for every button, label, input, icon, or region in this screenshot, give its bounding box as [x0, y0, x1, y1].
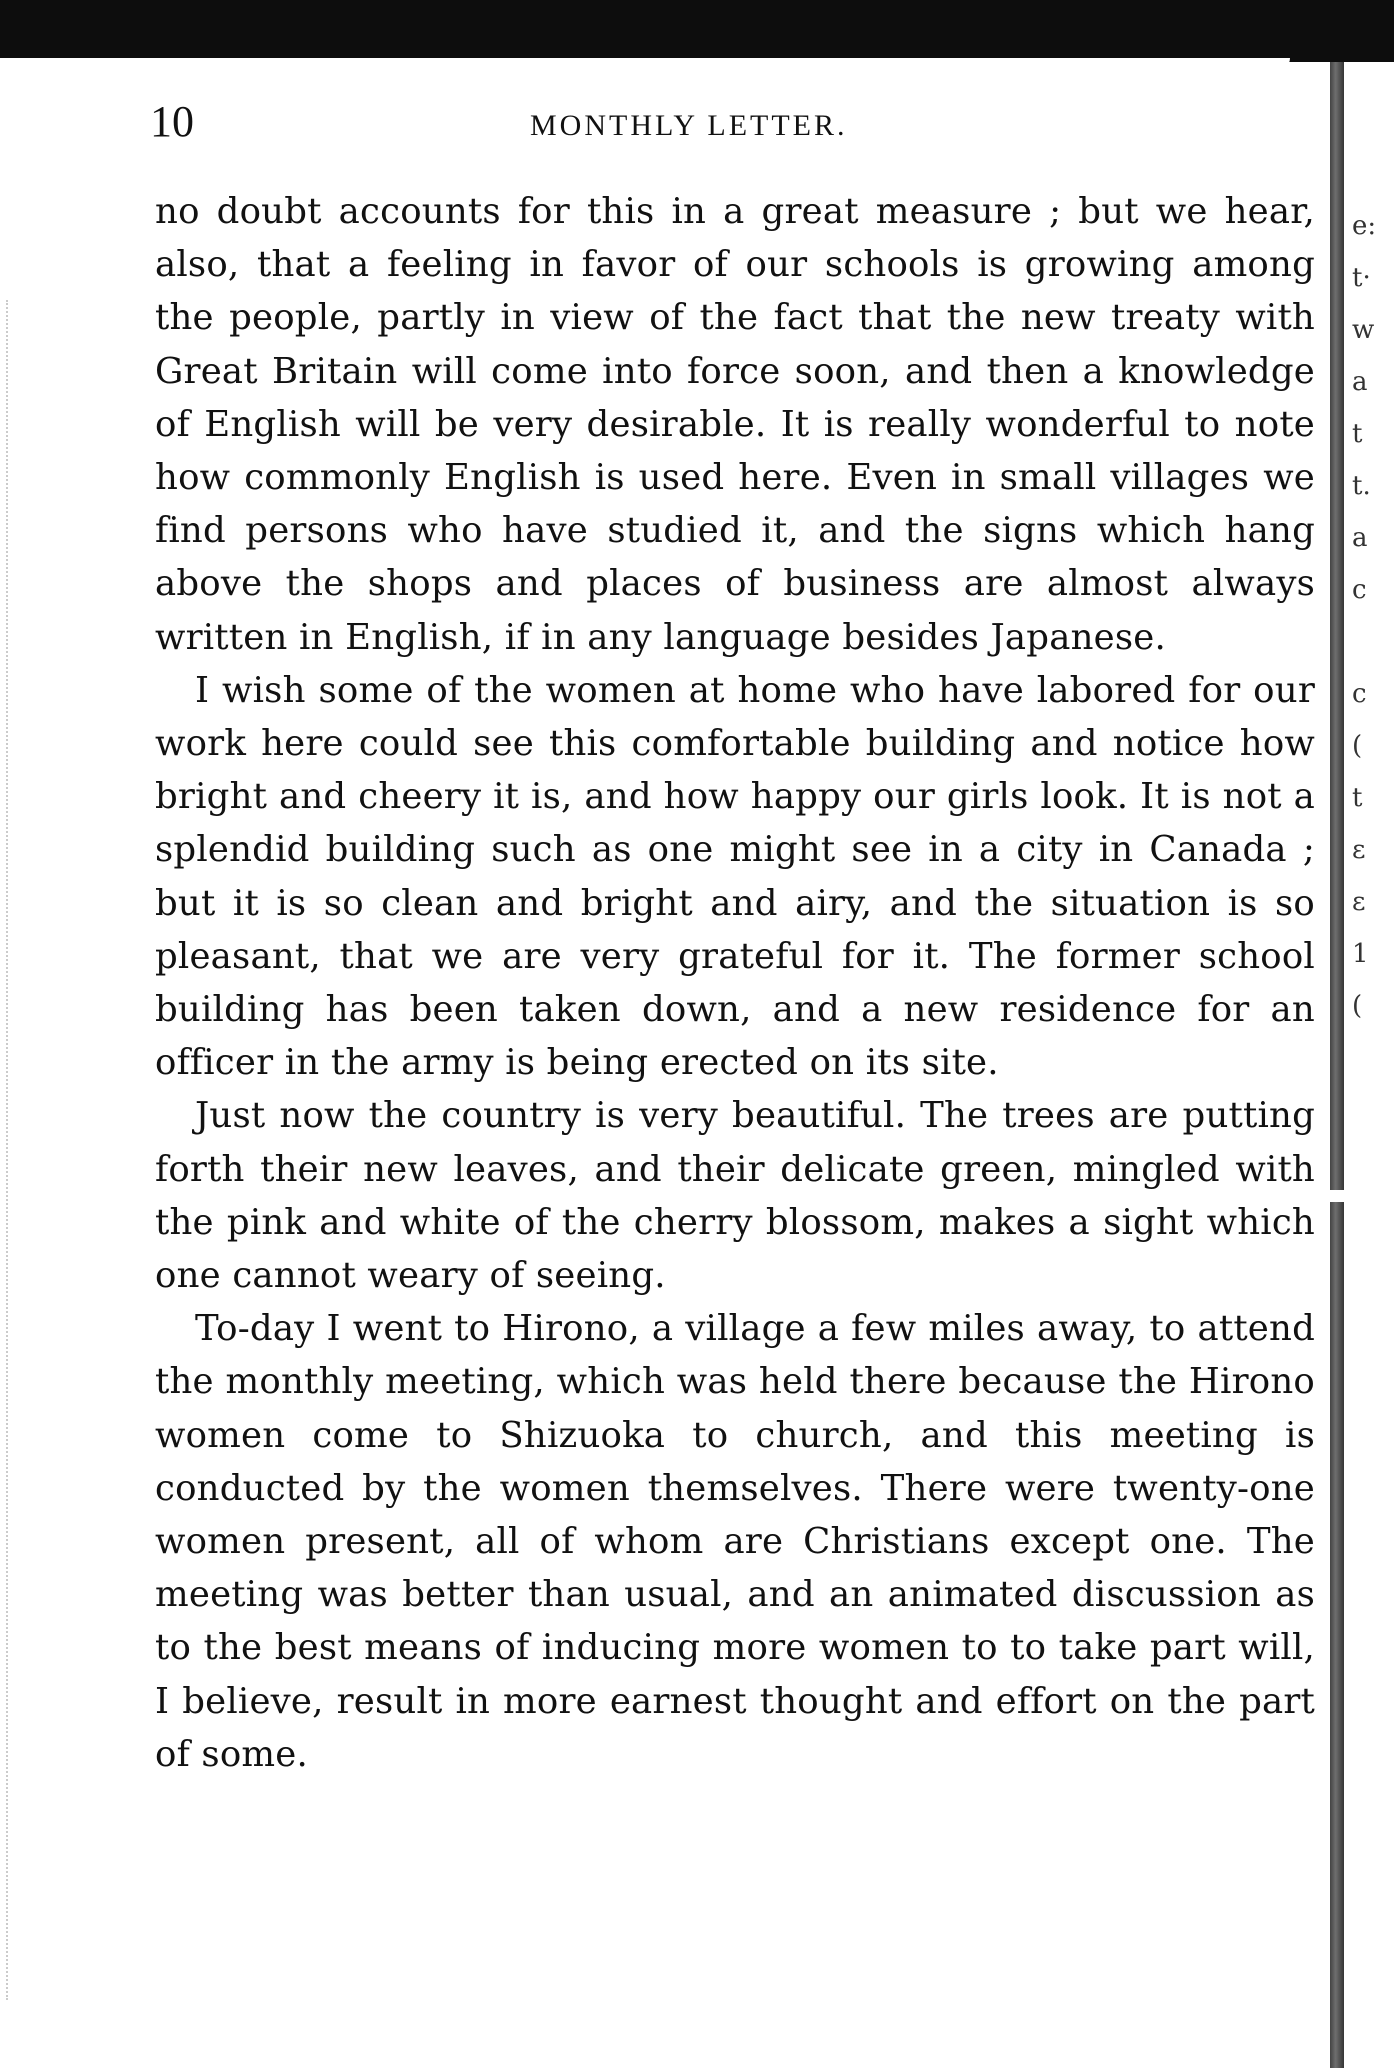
- facing-fragment: t: [1352, 783, 1363, 813]
- book-spine-gutter: [1330, 62, 1344, 2068]
- facing-fragment: t.: [1352, 471, 1371, 501]
- page-number: 10: [150, 97, 194, 146]
- facing-fragment: ε: [1352, 835, 1366, 865]
- facing-fragment: w: [1352, 315, 1375, 345]
- facing-fragment: a: [1352, 523, 1368, 553]
- facing-fragment: c: [1352, 575, 1367, 605]
- paragraph: no doubt accounts for this in a great measure ; but we hear, also, that a feeling in favor of our schools is growing among the people, partly in view of the fact that the new treaty with Great Britain will come into force soon, and then a knowledge of English will be very desirable. It is really wonderful to note how commonly English is used here. Even in small villages we find persons who have studied it, and the signs which hang above the shops and places of business are almost always written in English, if in any language besides Japanese.: [155, 191, 1315, 658]
- paragraph: I wish some of the women at home who have labored for our work here could see this comfortable building and notice how bright and cheery it is, and how happy our girls look. It is not a splendid building such as one might see in a city in Canada ; but it is so clean and bright and airy, and the situation is so pleasant, that we are very grateful for it. The former school building has been taken down, and a new residence for an officer in the army is being erected on its site.: [155, 669, 1315, 1084]
- facing-fragment: ɛ: [1352, 887, 1366, 917]
- facing-fragment: t: [1352, 419, 1363, 449]
- facing-fragment: (: [1352, 731, 1363, 761]
- facing-fragment: 1: [1352, 939, 1369, 969]
- facing-fragment: [1352, 616, 1392, 668]
- left-margin-scan-marks: [6, 300, 12, 2000]
- facing-fragment: e:: [1352, 211, 1377, 241]
- paragraph: Just now the country is very beautiful. The trees are putting forth their new leaves, and their delicate green, mingled with the pink and white of the cherry blossom, makes a sight which one cannot weary of seeing.: [155, 1095, 1315, 1297]
- book-spine-gap: [1326, 1190, 1350, 1202]
- facing-fragment: a: [1352, 367, 1368, 397]
- page-header: [150, 96, 1290, 156]
- running-head: MONTHLY LETTER.: [530, 109, 848, 142]
- facing-fragment: (: [1352, 991, 1363, 1021]
- facing-fragment: c: [1352, 679, 1367, 709]
- facing-page-fragments: [1352, 200, 1392, 1032]
- paragraph: To-day I went to Hirono, a village a few miles away, to attend the monthly meeting, which was held there because the Hirono women come to Shizuoka to church, and this meeting is conducted by the women themselves. There were twenty-one women present, all of whom are Christians except one. The meeting was better than usual, and an animated discussion as to the best means of inducing more women to to take part will, I believe, result in more earnest thought and effort on the part of some.: [155, 1308, 1315, 1775]
- page-top-edge-shadow: [0, 0, 1394, 62]
- body-text: [155, 185, 1315, 1781]
- facing-fragment: t·: [1352, 263, 1371, 293]
